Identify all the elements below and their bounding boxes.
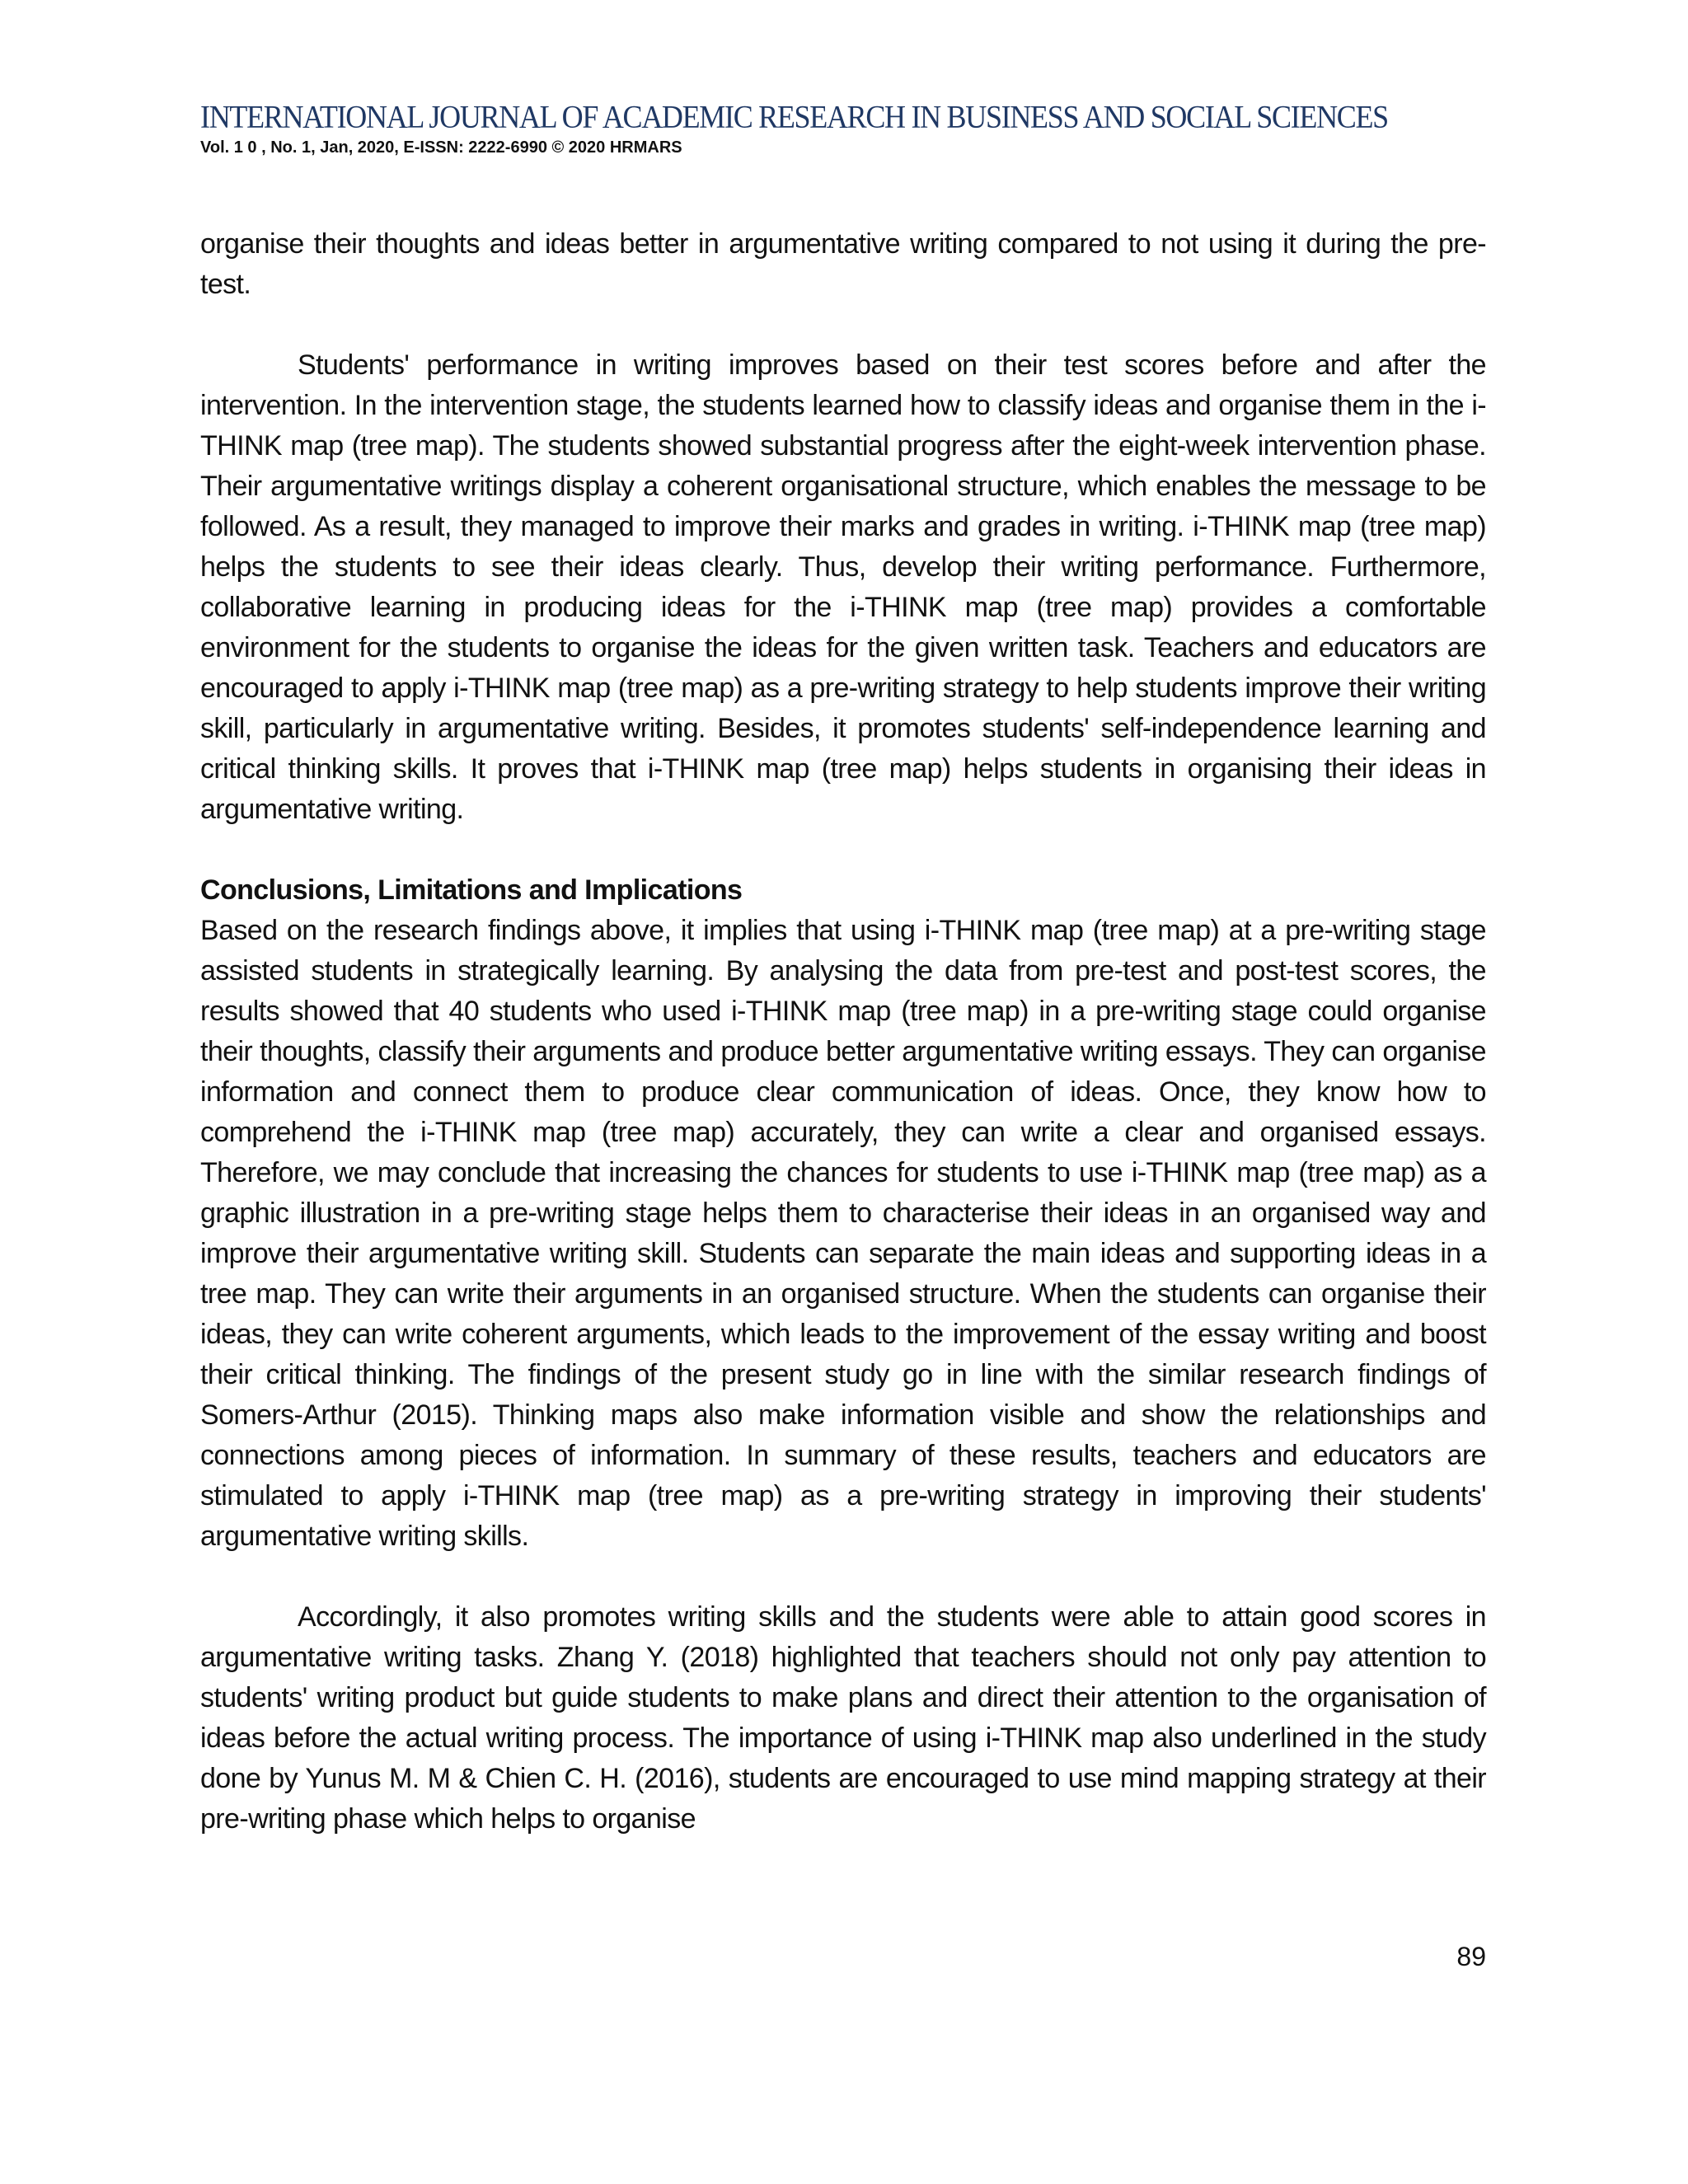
- paragraph-performance: Students' performance in writing improves based on their test scores before and after the intervention. In the intervention stage, the students learned how to classify ideas and organise them in the i-THINK map (tree map). The students showed substantial progress after the eight-week intervention phase. Their argumentative writings display a coherent organisational structure, which enables the message to be followed. As a result, they managed to improve their marks and grades in writing. i-THINK map (tree map) helps the students to see their ideas clearly. Thus, develop their writing performance. Furthermore, collaborative learning in producing ideas for the i-THINK map (tree map) provides a comfortable environment for the students to organise the ideas for the given written task. Teachers and educators are encouraged to apply i-THINK map (tree map) as a pre-writing strategy to help students improve their writing skill, particularly in argumentative writing. Besides, it promotes students' self-independence learning and critical thinking skills. It proves that i-THINK map (tree map) helps students in organising their ideas in argumentative writing.: [200, 349, 1486, 825]
- section-heading: Conclusions, Limitations and Implications: [200, 874, 743, 906]
- paragraph-conclusions: Based on the research findings above, it implies that using i-THINK map (tree map) at a pre-writing stage assisted students in strategically learning. By analysing the data from pre-test and post-test scores, the results showed that 40 students who used i-THINK map (tree map) in a pre-writing stage could organise their thoughts, classify their arguments and produce better argumentative writing essays. They can organise information and connect them to produce clear communication of ideas. Once, they know how to comprehend the i-THINK map (tree map) accurately, they can write a clear and organised essays. Therefore, we may conclude that increasing the chances for students to use i-THINK map (tree map) as a graphic illustration in a pre-writing stage helps them to characterise their ideas in an organised way and improve their argumentative writing skill. Students can separate the main ideas and supporting ideas in a tree map. They can write their arguments in an organised structure. When the students can organise their ideas, they can write coherent arguments, which leads to the improvement of the essay writing and boost their critical thinking. The findings of the present study go in line with the similar research findings of Somers-Arthur (2015). Thinking maps also make information visible and show the relationships and connections among pieces of information. In summary of these results, teachers and educators are stimulated to apply i-THINK map (tree map) as a pre-writing strategy in improving their students' argumentative writing skills.: [200, 915, 1486, 1552]
- page-number: 89: [1456, 1942, 1486, 1971]
- paragraph-accordingly: Accordingly, it also promotes writing skills and the students were able to attain good scores in argumentative writing tasks. Zhang Y. (2018) highlighted that teachers should not only pay attention to students' writing product but guide students to make plans and direct their attention to the organisation of ideas before the actual writing process. The importance of using i-THINK map also underlined in the study done by Yunus M. M & Chien C. H. (2016), students are encouraged to use mind mapping strategy at their pre-writing phase which helps to organise: [200, 1601, 1486, 1835]
- paragraph-intro: organise their thoughts and ideas better in argumentative writing compared to not using it during the pre-test.: [200, 228, 1486, 300]
- body-text: [200, 224, 1486, 1840]
- journal-title: INTERNATIONAL JOURNAL OF ACADEMIC RESEARCH IN BUSINESS AND SOCIAL SCIENCES: [200, 98, 1388, 135]
- journal-meta: Vol. 1 0 , No. 1, Jan, 2020, E-ISSN: 2222-6990 © 2020 HRMARS: [200, 138, 682, 157]
